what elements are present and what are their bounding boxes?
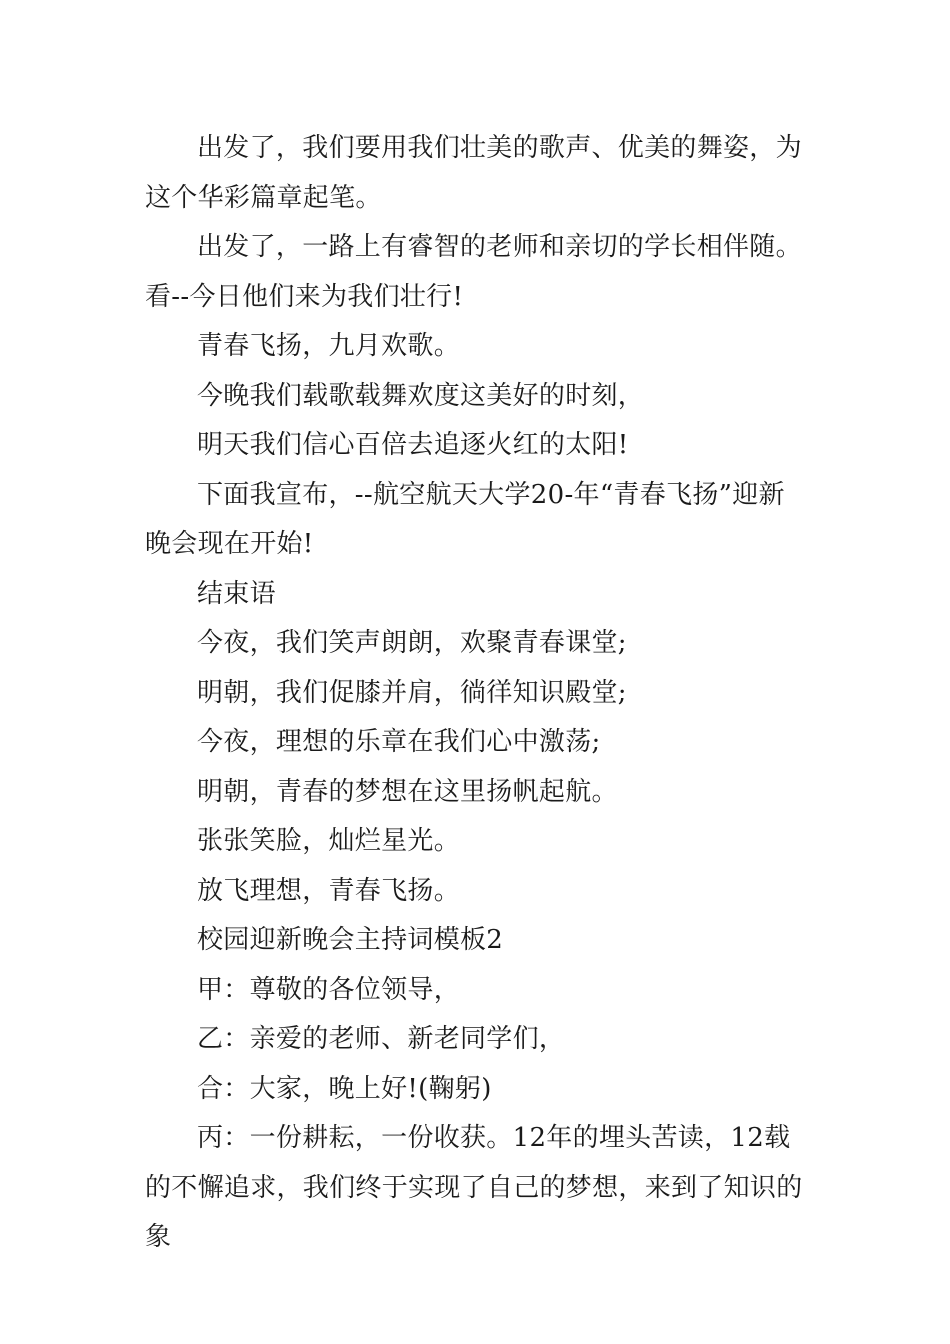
section-heading: 结束语 [197,578,276,609]
paragraph: 出发了，我们要用我们壮美的歌声、优美的舞姿，为这个华彩篇章起笔。 [145,133,802,213]
paragraph: 甲：尊敬的各位领导， [197,974,461,1005]
paragraph: 明朝，我们促膝并肩，徜徉知识殿堂; [197,677,627,708]
paragraph: 合：大家，晚上好!(鞠躬) [197,1073,492,1104]
paragraph: 今晚我们载歌载舞欢度这美好的时刻， [197,380,645,411]
paragraph: 下面我宣布，--航空航天大学20-年“青春飞扬”迎新晚会现在开始! [145,479,785,559]
paragraph: 乙：亲爱的老师、新老同学们， [197,1024,566,1054]
section-heading: 校园迎新晚会主持词模板2 [197,925,504,955]
paragraph: 丙：一份耕耘，一份收获。12年的埋头苦读，12载的不懈追求，我们终于实现了自己的梦想，来到了知识的象 [145,1123,803,1252]
paragraph: 放飞理想，青春飞扬。 [197,875,461,906]
paragraph: 出发了，一路上有睿智的老师和亲切的学长相伴随。看--今日他们来为我们壮行! [145,232,802,312]
paragraph: 今夜，我们笑声朗朗，欢聚青春课堂; [197,628,627,658]
document-body [145,124,807,1263]
paragraph: 张张笑脸，灿烂星光。 [197,826,461,856]
paragraph: 明朝，青春的梦想在这里扬帆起航。 [197,776,618,807]
paragraph: 今夜，理想的乐章在我们心中激荡; [197,727,601,757]
paragraph: 青春飞扬，九月欢歌。 [197,331,461,361]
paragraph: 明天我们信心百倍去追逐火红的太阳! [197,430,629,460]
